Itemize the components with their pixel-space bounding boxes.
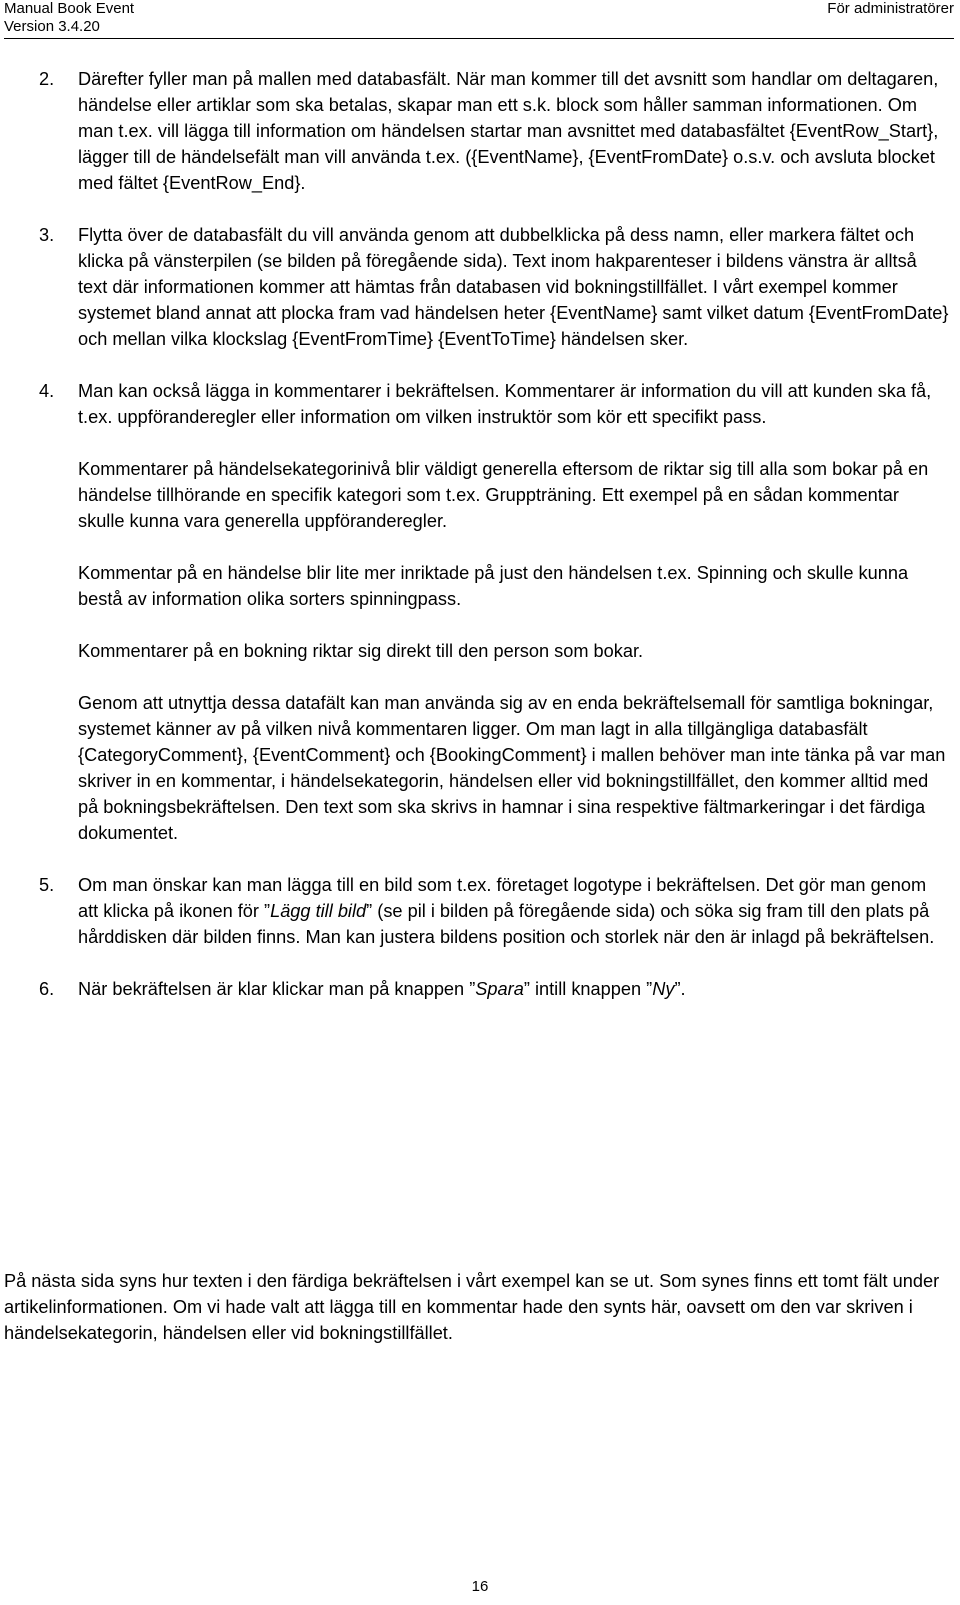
version-label: Version 3.4.20 xyxy=(4,18,100,35)
header-left xyxy=(4,0,134,36)
quote-mark: ” xyxy=(469,979,476,999)
quote-mark: ” xyxy=(523,979,530,999)
item-paragraph: Kommentarer på en bokning riktar sig direkt till den person som bokar. xyxy=(78,641,644,661)
quote-mark: ” xyxy=(674,979,681,999)
item-paragraph: Flytta över de databasfält du vill använda genom att dubbelklicka på dess namn, eller markera fältet och klicka på vänsterpilen (se bilden på föregående sida). Text inom hakparenteser i bildens vänstra är alltså text där informationen kommer att hämtas från databasen vid bokningstillfället. I vårt exempel kommer systemet bland annat att plocka fram vad händelsen heter {EventName} samt vilket datum {EventFromDate} och mellan vilka klockslag {EventFromTime} {EventToTime} händelsen sker. xyxy=(78,225,949,349)
quote-mark: ” xyxy=(264,901,271,921)
item-number: 4. xyxy=(39,381,55,401)
quote-mark: ” xyxy=(366,901,373,921)
page-number: 16 xyxy=(471,1578,489,1595)
term-spara: Spara xyxy=(475,979,524,999)
text-run: . xyxy=(680,979,686,999)
item-paragraph: Därefter fyller man på mallen med databasfält. När man kommer till det avsnitt som handlar om deltagaren, händelse eller artiklar som ska betalas, skapar man ett s.k. block som håller samman informationen. Om man t.ex. vill lägga till information om händelsen startar man avsnittet med databasfältet {EventRow_Start}, lägger till de händelsefält man vill använda t.ex. ({EventName}, {EventFromDate} o.s.v. och avsluta blocket med fältet {EventRow_End}. xyxy=(78,69,939,193)
page-header xyxy=(4,0,954,39)
item-number: 6. xyxy=(39,979,55,999)
manual-title: Manual Book Event xyxy=(4,0,135,17)
item-paragraph xyxy=(78,872,950,950)
item-number: 2. xyxy=(39,69,55,89)
list-item-2 xyxy=(0,66,950,196)
item-paragraph: Man kan också lägga in kommentarer i bekräftelsen. Kommentarer är information du vill att kunden ska få, t.ex. uppföranderegler eller information om vilken instruktör som kör ett specifikt pass. xyxy=(78,381,932,427)
document-body xyxy=(0,66,950,1028)
item-paragraph: Kommentarer på händelsekategorinivå blir väldigt generella eftersom de riktar sig till alla som bokar på en händelse tillhörande en specifik kategori som t.ex. Gruppträning. Ett exempel på en sådan kommentar skulle kunna vara generella uppföranderegler. xyxy=(78,459,929,531)
text-run: (se pil i bilden på föregående sida) och söka sig fram till den plats på hårddisken där bilden finns. Man kan justera bildens position och storlek när den är inlagd på bekräftelsen. xyxy=(78,901,935,947)
list-item-3 xyxy=(0,222,950,352)
list-item-5 xyxy=(0,872,950,950)
quote-mark: ” xyxy=(646,979,653,999)
text-run: När bekräftelsen är klar klickar man på knappen xyxy=(78,979,470,999)
item-number: 3. xyxy=(39,225,55,245)
term-lagg-till-bild: Lägg till bild xyxy=(270,901,367,921)
item-paragraph xyxy=(78,976,950,1002)
text-run: intill knappen xyxy=(529,979,647,999)
item-paragraph: Genom att utnyttja dessa datafält kan man använda sig av en enda bekräftelsemall för samtliga bokningar, systemet känner av på vilken nivå kommentaren ligger. Om man lagt in alla tillgängliga databasfält {CategoryComment}, {EventComment} och {BookingComment} i mallen behöver man inte tänka på var man skriver in en kommentar, i händelsekategorin, händelsen eller vid bokningstillfället, den kommer alltid med på bokningsbekräftelsen. Den text som ska skrivs in hamnar i sina respektive fältmarkeringar i det färdiga dokumentet. xyxy=(78,693,946,843)
list-item-6 xyxy=(0,976,950,1002)
audience-label: För administratörer xyxy=(827,0,954,17)
item-number: 5. xyxy=(39,875,55,895)
list-item-4 xyxy=(0,378,950,846)
closing-paragraph: På nästa sida syns hur texten i den färdiga bekräftelsen i vårt exempel kan se ut. Som synes finns ett tomt fält under artikelinformationen. Om vi hade valt att lägga till en kommentar hade den synts här, oavsett om den var skriven i händelsekategorin, händelsen eller vid bokningstillfället. xyxy=(4,1271,940,1343)
term-ny: Ny xyxy=(652,979,675,999)
text-run: Om man önskar kan man lägga till en bild som t.ex. företaget logotype i bekräftelsen. Det gör man genom att klicka på ikonen för xyxy=(78,875,927,921)
item-paragraph: Kommentar på en händelse blir lite mer inriktade på just den händelsen t.ex. Spinning och skulle kunna bestå av information olika sorters spinningpass. xyxy=(78,563,909,609)
